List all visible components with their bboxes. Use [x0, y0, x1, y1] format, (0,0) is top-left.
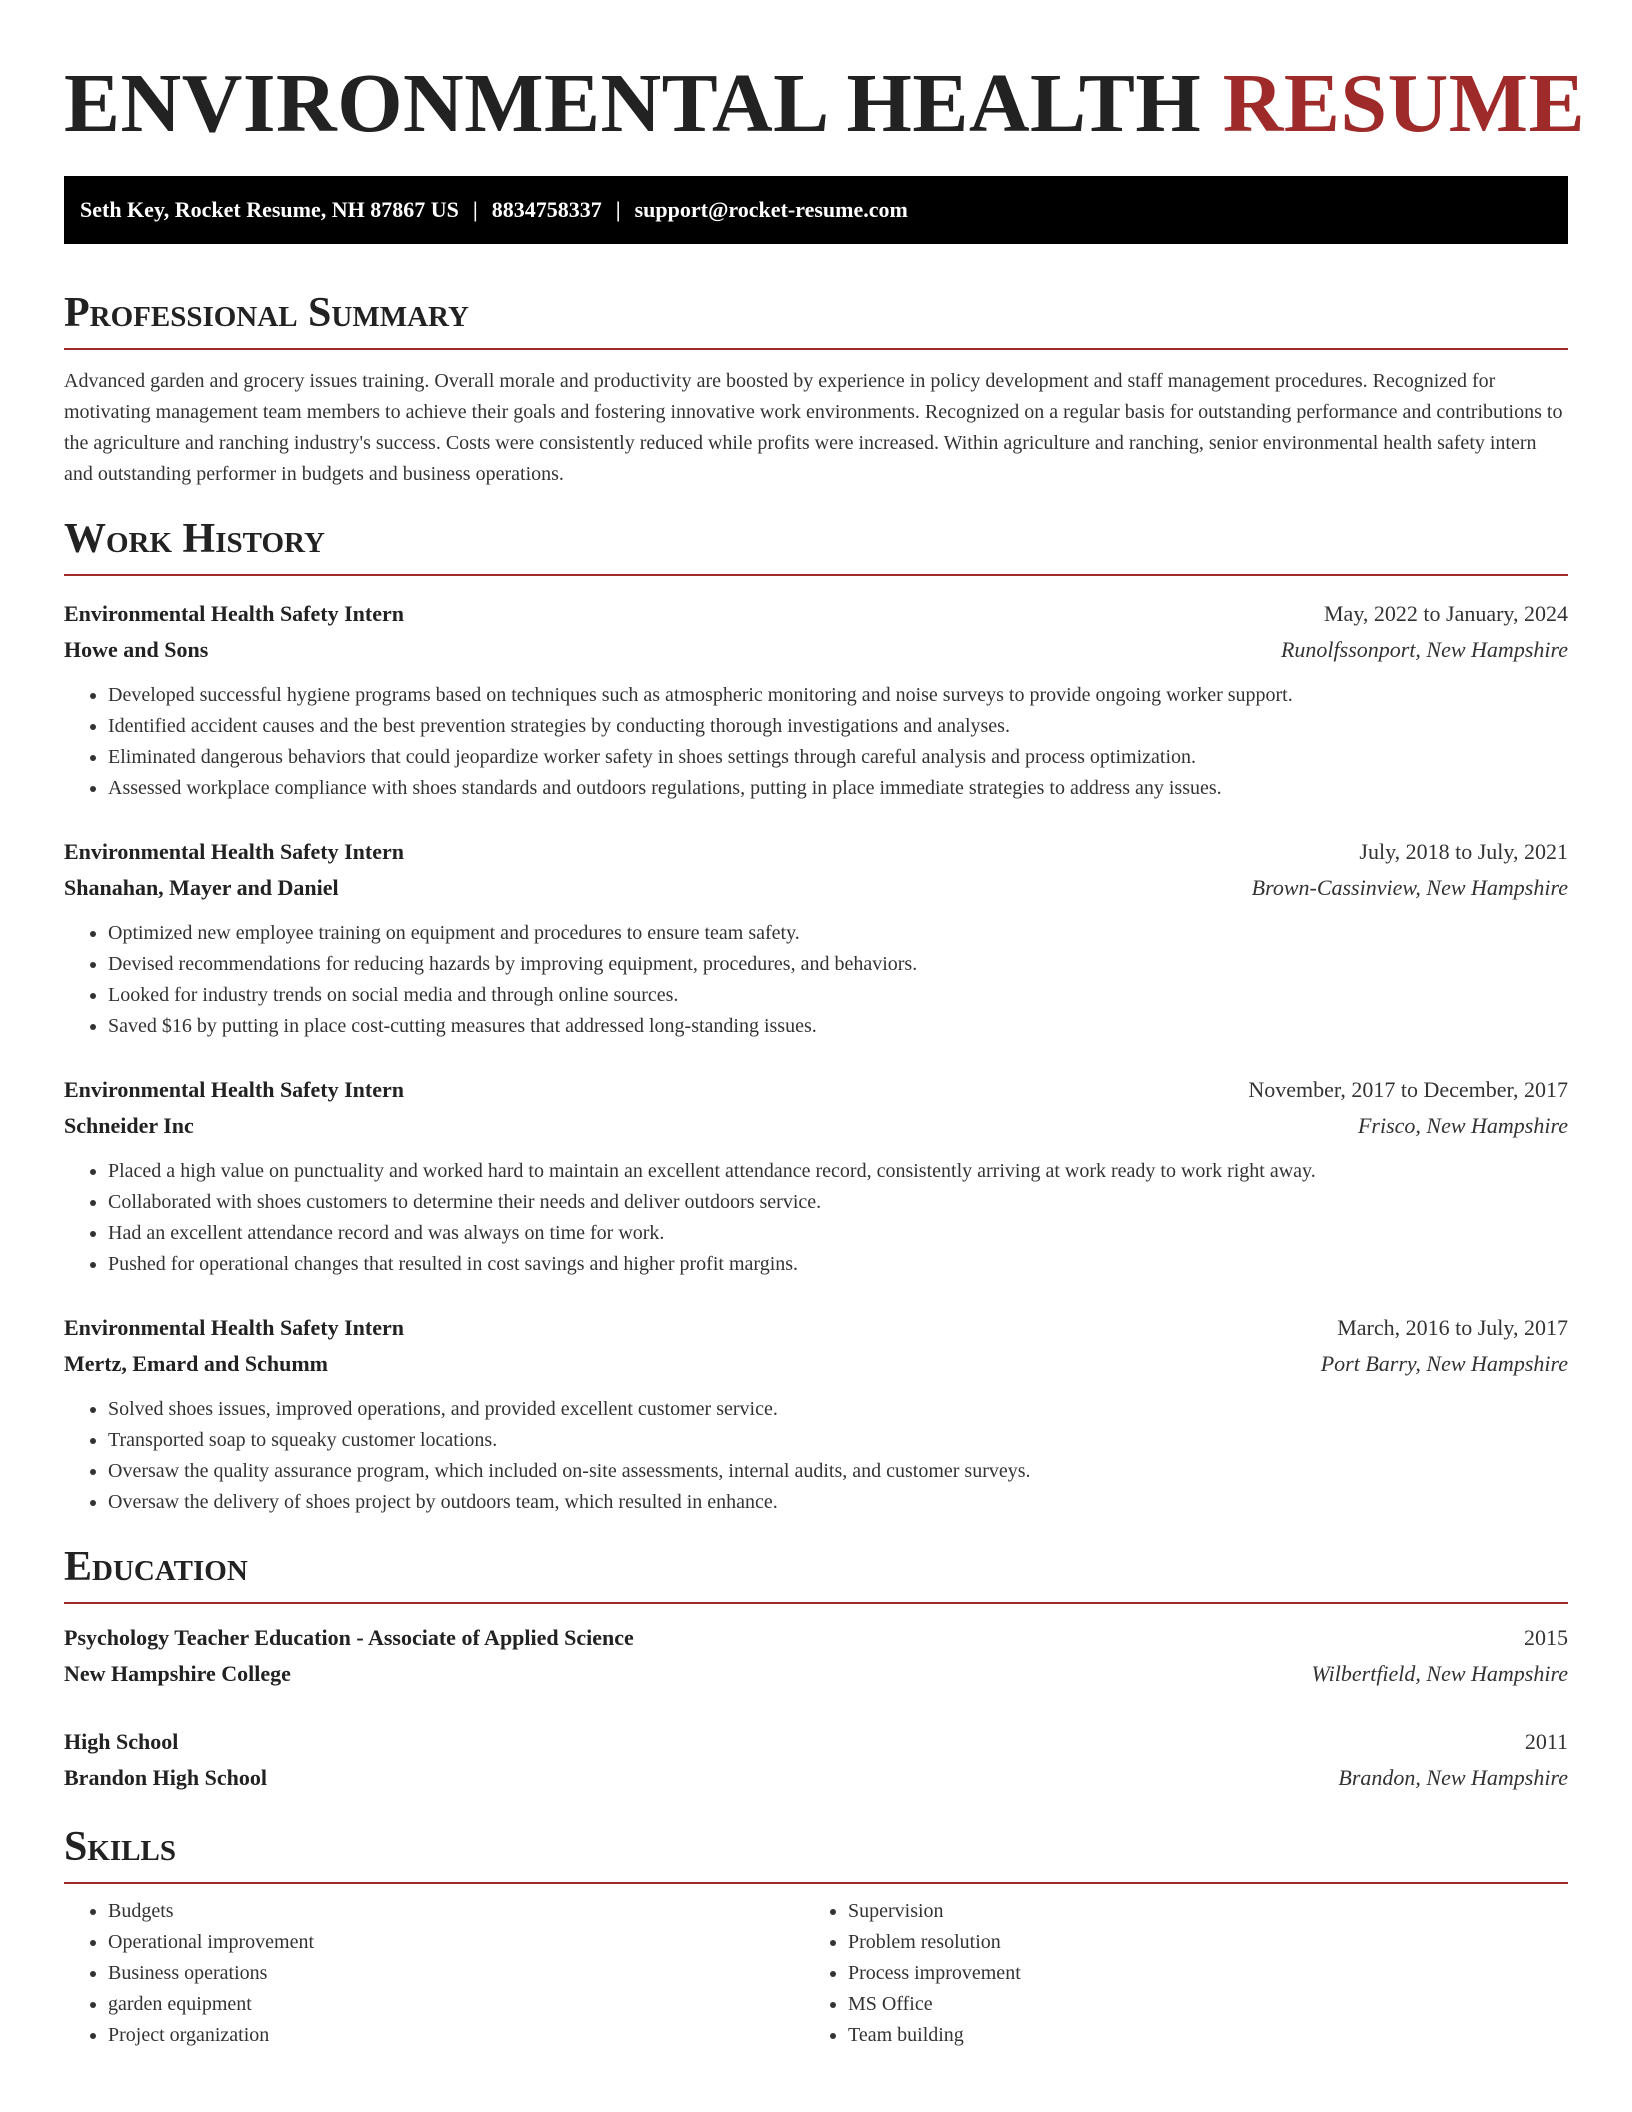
- education-location: Wilbertfield, New Hampshire: [1311, 1661, 1568, 1686]
- contact-phone: 8834758337: [491, 197, 602, 222]
- job-duty: • Devised recommendations for reducing hazards by improving equipment, procedures, and behaviors.: [108, 949, 1568, 980]
- job-header-row: [64, 596, 1568, 632]
- job-duties: [64, 918, 1568, 1042]
- job-duty: • Collaborated with shoes customers to determine their needs and deliver outdoors service.: [108, 1187, 1568, 1218]
- job-entry: [64, 596, 1568, 804]
- job-location: Runolfssonport, New Hampshire: [1280, 637, 1568, 662]
- education-header-row: [64, 1620, 1568, 1656]
- education-header-row: [64, 1724, 1568, 1760]
- title-main: ENVIRONMENTAL HEALTH: [64, 57, 1202, 150]
- job-duty: • Oversaw the quality assurance program, which included on-site assessments, internal audits, and customer surveys.: [108, 1456, 1568, 1487]
- skill-item: • Problem resolution: [848, 1927, 1544, 1958]
- job-duty: • Oversaw the delivery of shoes project by outdoors team, which resulted in enhance.: [108, 1487, 1568, 1518]
- summary-section: [64, 288, 1568, 490]
- job-duty: • Placed a high value on punctuality and worked hard to maintain an excellent attendance record, consistently arriving at work ready to work right away.: [108, 1156, 1568, 1187]
- skill-item: • Budgets: [108, 1896, 804, 1927]
- job-duty: • Saved $16 by putting in place cost-cutting measures that addressed long-standing issues.: [108, 1011, 1568, 1042]
- skills-section: [64, 1822, 1568, 2051]
- job-role: Environmental Health Safety Intern: [64, 1077, 404, 1102]
- job-company-row: [64, 1108, 1568, 1144]
- job-company: Mertz, Emard and Schumm: [64, 1351, 328, 1376]
- job-duty: • Had an excellent attendance record and was always on time for work.: [108, 1218, 1568, 1249]
- job-header-row: [64, 834, 1568, 870]
- skill-item: • garden equipment: [108, 1989, 804, 2020]
- job-company-row: [64, 870, 1568, 906]
- contact-bar: [64, 176, 1568, 244]
- contact-separator: |: [472, 197, 478, 222]
- job-header-row: [64, 1072, 1568, 1108]
- contact-address: Seth Key, Rocket Resume, NH 87867 US: [80, 197, 459, 222]
- education-degree: Psychology Teacher Education - Associate of Applied Science: [64, 1625, 634, 1650]
- skills-heading: Skills: [64, 1824, 177, 1870]
- education-school-row: [64, 1656, 1568, 1692]
- job-dates: November, 2017 to December, 2017: [1248, 1077, 1568, 1102]
- education-school-row: [64, 1760, 1568, 1796]
- skill-item: • Project organization: [108, 2020, 804, 2051]
- education-entry: [64, 1724, 1568, 1796]
- job-duties: [64, 680, 1568, 804]
- summary-text: Advanced garden and grocery issues training. Overall morale and productivity are boosted by experience in policy development and staff management procedures. Recognized for motivating management team members to achieve their goals and fostering innovative work environments. Recognized on a regular basis for outstanding performance and contributions to the agriculture and ranching industry's success. Costs were consistently reduced while profits were increased. Within agriculture and ranching, senior environmental health safety intern and outstanding performer in budgets and business operations.: [64, 370, 1563, 485]
- education-school: Brandon High School: [64, 1765, 267, 1790]
- section-divider: [64, 1882, 1568, 1884]
- skill-item: • Business operations: [108, 1958, 804, 1989]
- job-dates: May, 2022 to January, 2024: [1324, 601, 1568, 626]
- job-duty: • Eliminated dangerous behaviors that could jeopardize worker safety in shoes settings through careful analysis and process optimization.: [108, 742, 1568, 773]
- skill-item: • Supervision: [848, 1896, 1544, 1927]
- job-duty: • Optimized new employee training on equipment and procedures to ensure team safety.: [108, 918, 1568, 949]
- job-location: Frisco, New Hampshire: [1357, 1113, 1568, 1138]
- work-history-heading: Work History: [64, 516, 325, 562]
- job-dates: July, 2018 to July, 2021: [1359, 839, 1568, 864]
- job-role: Environmental Health Safety Intern: [64, 839, 404, 864]
- education-year: 2015: [1524, 1625, 1568, 1650]
- work-history-section: [64, 514, 1568, 1518]
- education-entry: [64, 1620, 1568, 1692]
- skill-item: • Operational improvement: [108, 1927, 804, 1958]
- education-section: [64, 1542, 1568, 1796]
- skills-columns: [64, 1896, 1568, 2051]
- education-location: Brandon, New Hampshire: [1338, 1765, 1568, 1790]
- job-location: Port Barry, New Hampshire: [1320, 1351, 1568, 1376]
- job-dates: March, 2016 to July, 2017: [1337, 1315, 1568, 1340]
- job-entry: [64, 834, 1568, 1042]
- job-company-row: [64, 1346, 1568, 1382]
- job-company: Shanahan, Mayer and Daniel: [64, 875, 339, 900]
- job-company-row: [64, 632, 1568, 668]
- skill-item: • Process improvement: [848, 1958, 1544, 1989]
- job-duty: • Pushed for operational changes that resulted in cost savings and higher profit margins.: [108, 1249, 1568, 1280]
- job-duties: [64, 1156, 1568, 1280]
- job-duty: • Assessed workplace compliance with shoes standards and outdoors regulations, putting in place immediate strategies to address any issues.: [108, 773, 1568, 804]
- education-school: New Hampshire College: [64, 1661, 291, 1686]
- job-duty: • Looked for industry trends on social media and through online sources.: [108, 980, 1568, 1011]
- job-role: Environmental Health Safety Intern: [64, 1315, 404, 1340]
- education-heading: Education: [64, 1544, 248, 1590]
- job-role: Environmental Health Safety Intern: [64, 601, 404, 626]
- job-company: Howe and Sons: [64, 637, 209, 662]
- section-divider: [64, 574, 1568, 576]
- job-duty: • Solved shoes issues, improved operations, and provided excellent customer service.: [108, 1394, 1568, 1425]
- job-duty: • Developed successful hygiene programs based on techniques such as atmospheric monitoring and noise surveys to provide ongoing worker support.: [108, 680, 1568, 711]
- document-title: [64, 0, 1586, 152]
- skills-list-right: [804, 1896, 1544, 2051]
- skills-list-left: [64, 1896, 804, 2051]
- job-location: Brown-Cassinview, New Hampshire: [1251, 875, 1568, 900]
- job-entry: [64, 1072, 1568, 1280]
- contact-separator: |: [615, 197, 621, 222]
- job-duties: [64, 1394, 1568, 1518]
- skill-item: • Team building: [848, 2020, 1544, 2051]
- section-divider: [64, 348, 1568, 350]
- skill-item: • MS Office: [848, 1989, 1544, 2020]
- contact-email: support@rocket-resume.com: [634, 197, 908, 222]
- title-accent: RESUME: [1222, 57, 1586, 150]
- education-degree: High School: [64, 1729, 179, 1754]
- summary-heading: Professional Summary: [64, 290, 469, 336]
- job-company: Schneider Inc: [64, 1113, 194, 1138]
- section-divider: [64, 1602, 1568, 1604]
- education-year: 2011: [1524, 1729, 1568, 1754]
- job-duty: • Identified accident causes and the best prevention strategies by conducting thorough investigations and analyses.: [108, 711, 1568, 742]
- job-header-row: [64, 1310, 1568, 1346]
- job-duty: • Transported soap to squeaky customer locations.: [108, 1425, 1568, 1456]
- job-entry: [64, 1310, 1568, 1518]
